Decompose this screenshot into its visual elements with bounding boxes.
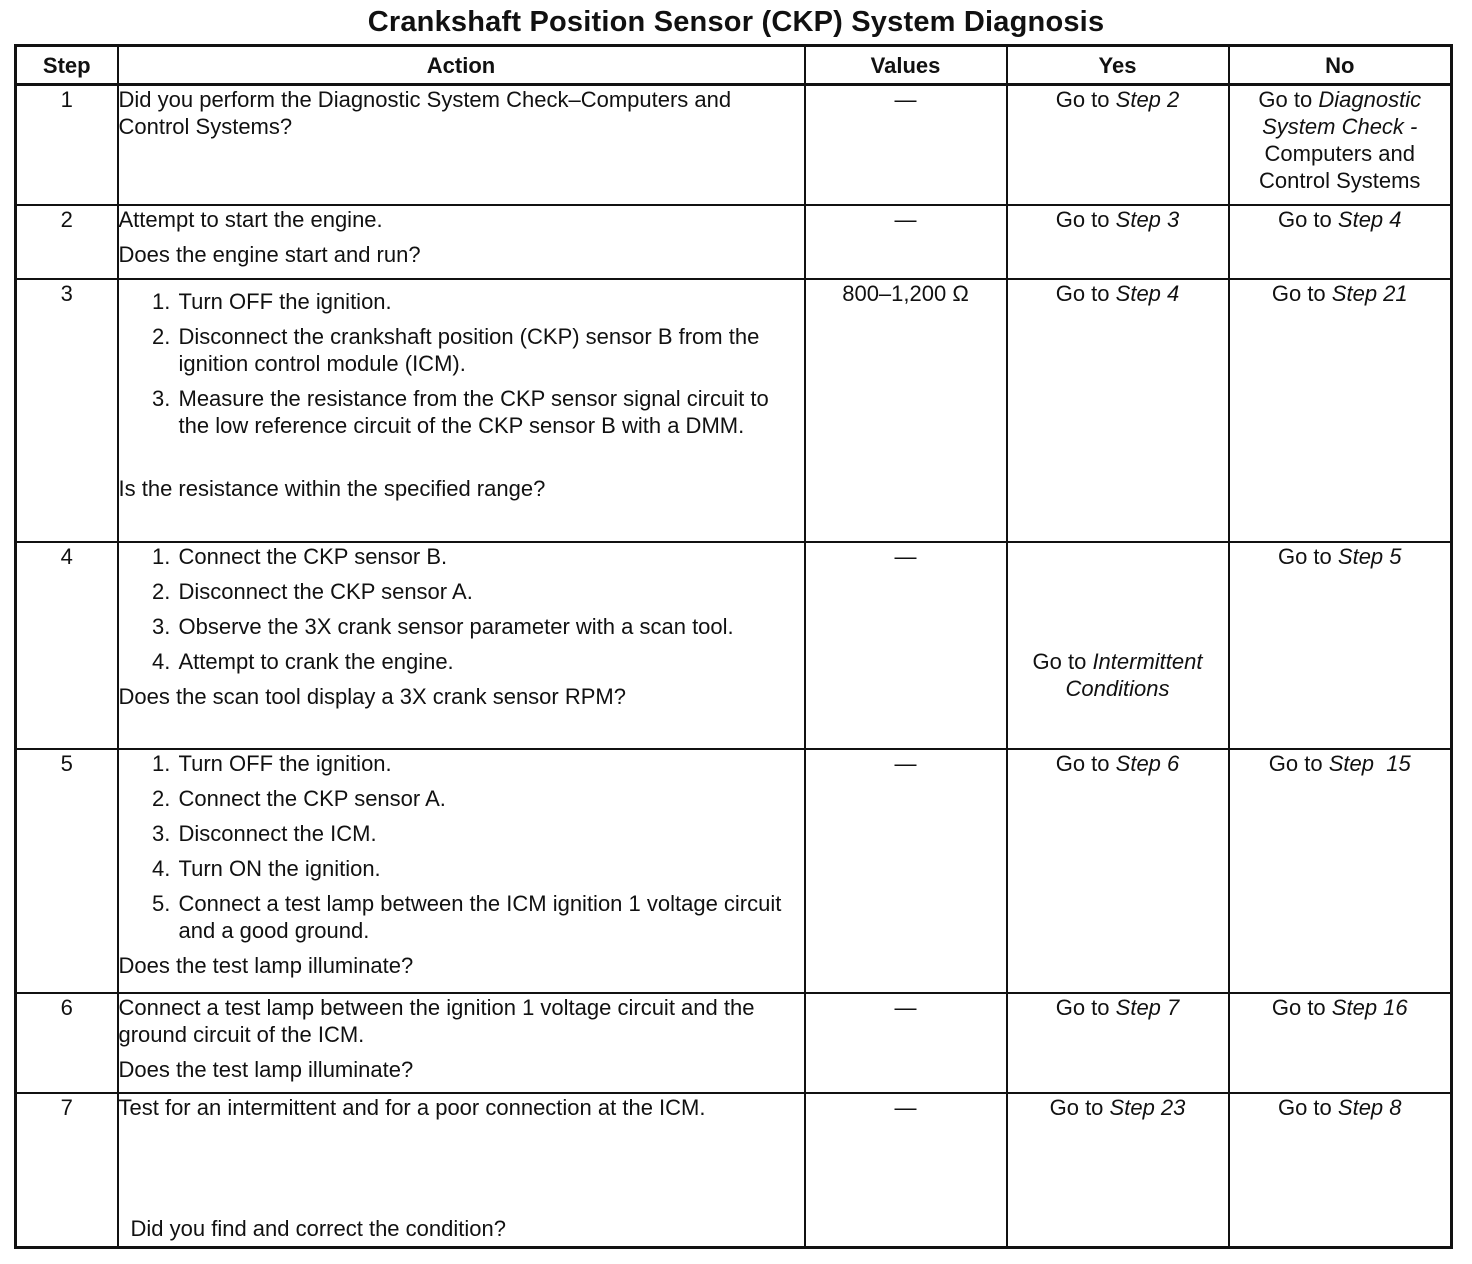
yes-link[interactable]: Go to Step 7 [1055,994,1180,1020]
list-item: 4. Attempt to crank the engine. [177,648,804,675]
yes-cell [1007,85,1229,205]
table-row [16,993,1452,1093]
action-cell [118,749,805,993]
no-link[interactable]: Go to Diagnostic System Check - Computers and Control Systems [1258,87,1422,193]
list-item: 2. Disconnect the crankshaft position (CKP) sensor B from the ignition control module (ICM). [177,323,804,377]
no-link[interactable]: Go to Step 21 [1271,280,1408,306]
list-item: 3. Disconnect the ICM. [177,820,804,847]
step-number: 2 [16,205,118,279]
yes-cell [1007,1093,1229,1248]
action-steps [119,543,804,675]
no-link[interactable]: Go to Step 16 [1271,994,1408,1020]
action-steps [119,750,804,944]
action-text: Connect a test lamp between the ignition 1 voltage circuit and the ground circuit of the ICM. [118,994,755,1047]
header-yes: Yes [1007,46,1229,85]
list-item: 2. Disconnect the CKP sensor A. [177,578,804,605]
document-title: Crankshaft Position Sensor (CKP) System Diagnosis [367,6,1105,38]
no-cell [1229,993,1452,1093]
no-cell [1229,279,1452,542]
header-action: Action [118,46,805,85]
yes-link[interactable]: Go to Step 23 [1049,1094,1186,1120]
table-row [16,279,1452,542]
list-item: 1. Connect the CKP sensor B. [177,543,804,570]
no-cell [1229,85,1452,205]
list-item: 4. Turn ON the ignition. [177,855,804,882]
value-cell: — [805,993,1007,1093]
action-steps [119,288,804,439]
no-cell [1229,1093,1452,1248]
no-link[interactable]: Go to Step 5 [1277,543,1402,569]
yes-cell [1007,993,1229,1093]
diagnosis-table [14,44,1453,1249]
yes-link[interactable]: Go to Step 2 [1055,87,1180,112]
no-cell [1229,749,1452,993]
list-item: 1. Turn OFF the ignition. [177,288,804,315]
list-item: 5. Connect a test lamp between the ICM ignition 1 voltage circuit and a good ground. [177,890,804,944]
table-row [16,1093,1452,1248]
yes-cell [1007,542,1229,749]
step-number: 1 [16,85,118,205]
action-cell [118,85,805,205]
action-question: Does the test lamp illuminate? [118,1056,414,1082]
yes-link[interactable]: Go to Intermittent Conditions [1032,649,1203,701]
header-values: Values [805,46,1007,85]
value-cell: — [805,542,1007,749]
action-question: Does the test lamp illuminate? [118,952,414,978]
no-link[interactable]: Go to Step 8 [1277,1094,1402,1120]
action-cell [118,279,805,542]
header-no: No [1229,46,1452,85]
list-item: 3. Observe the 3X crank sensor parameter with a scan tool. [177,613,804,640]
table-row [16,542,1452,749]
list-item: 2. Connect the CKP sensor A. [177,785,804,812]
yes-link[interactable]: Go to Step 6 [1055,750,1180,776]
table-row [16,205,1452,279]
yes-link[interactable]: Go to Step 4 [1055,280,1180,306]
step-number: 3 [16,279,118,542]
action-question: Did you find and correct the condition? [130,1216,506,1241]
action-cell [118,1093,805,1248]
action-cell [118,205,805,279]
action-text: Attempt to start the engine. [118,206,383,232]
action-text: Test for an intermittent and for a poor connection at the ICM. [118,1094,706,1120]
no-link[interactable]: Go to Step 4 [1277,206,1402,232]
value-cell: 800–1,200 Ω [805,279,1007,542]
action-text: Did you perform the Diagnostic System Check–Computers and Control Systems? [118,87,732,139]
step-number: 7 [16,1093,118,1248]
no-cell [1229,205,1452,279]
action-question: Does the engine start and run? [118,241,421,267]
yes-link[interactable]: Go to Step 3 [1055,206,1180,232]
header-row [16,46,1452,85]
list-item: 3. Measure the resistance from the CKP sensor signal circuit to the low reference circuit of the CKP sensor B with a DMM. [177,385,804,439]
value-cell: — [805,1093,1007,1248]
list-item: 1. Turn OFF the ignition. [177,750,804,777]
yes-cell [1007,279,1229,542]
no-cell [1229,542,1452,749]
yes-cell [1007,205,1229,279]
action-cell [118,542,805,749]
yes-cell [1007,749,1229,993]
no-link[interactable]: Go to Step 15 [1268,750,1411,776]
table-row [16,749,1452,993]
action-question: Does the scan tool display a 3X crank sensor RPM? [118,683,626,709]
action-cell [118,993,805,1093]
table-row [16,85,1452,205]
header-step: Step [16,46,118,85]
step-number: 5 [16,749,118,993]
value-cell: — [805,749,1007,993]
value-cell: — [805,85,1007,205]
step-number: 4 [16,542,118,749]
action-question: Is the resistance within the specified range? [118,475,546,501]
step-number: 6 [16,993,118,1093]
value-cell: — [805,205,1007,279]
